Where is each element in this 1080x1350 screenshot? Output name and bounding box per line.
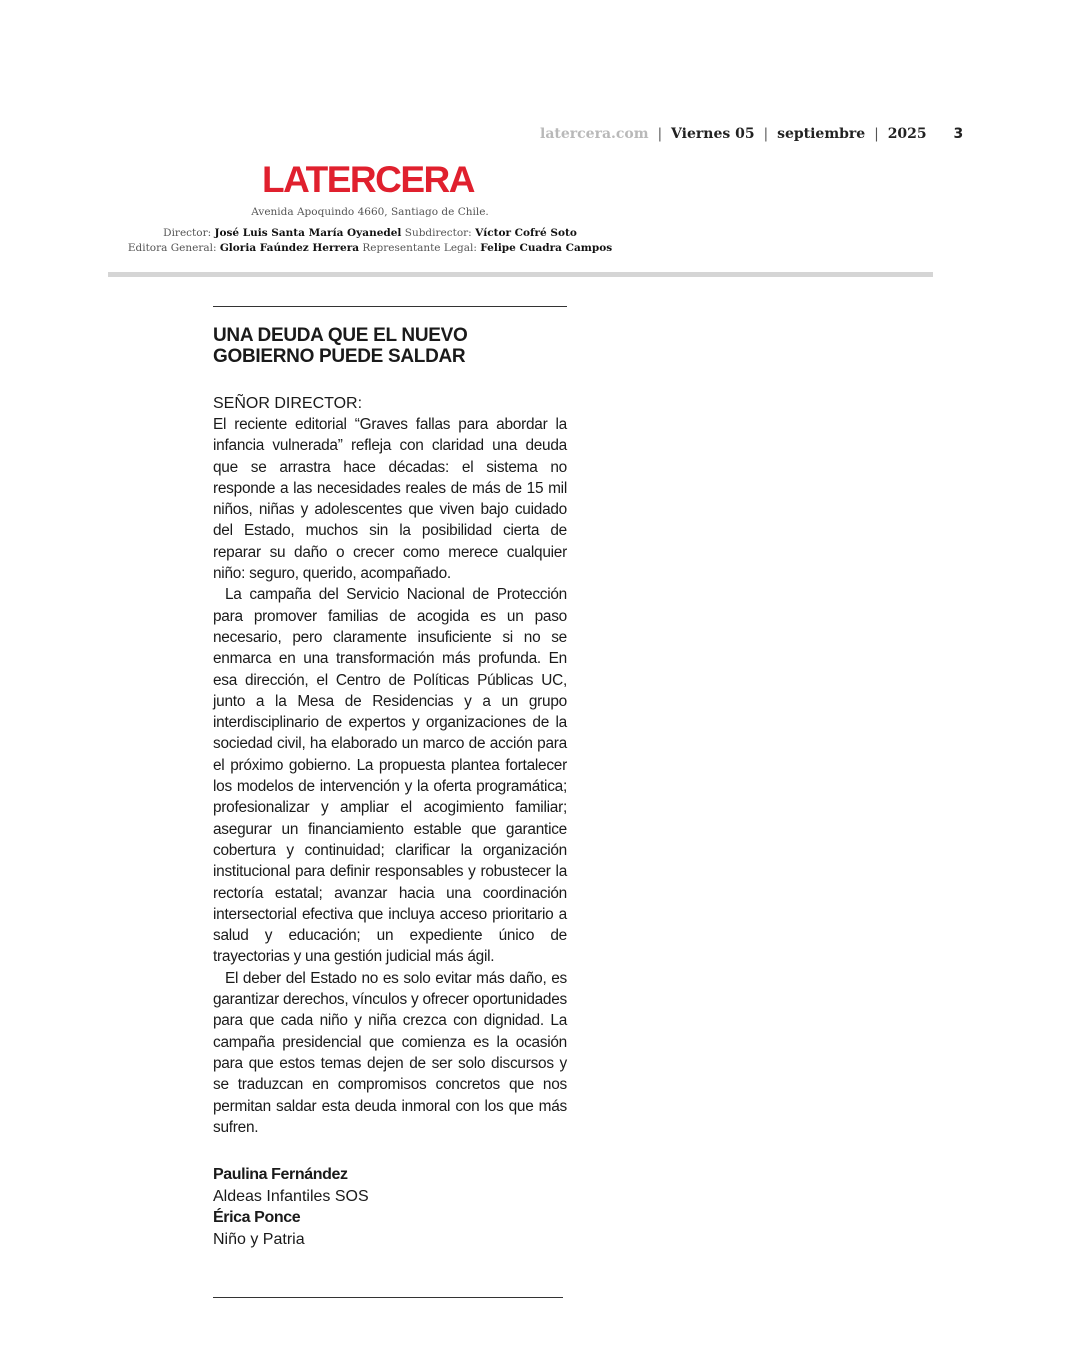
staff-line-1	[120, 226, 620, 241]
editor-name: Gloria Faúndez Herrera	[219, 242, 360, 254]
page-number: 3	[953, 126, 964, 142]
signer-name: Paulina Fernández	[213, 1166, 348, 1184]
paragraph: La campaña del Servicio Nacional de Protección para promover familias de acogida es un paso necesario, pero claramente insuficiente si no se enmarca en una transformación más profunda. En esa dirección, el Centro de Políticas Públicas UC, junto a la Mesa de Residencias y a un grupo interdisciplinario de expertos y organizaciones de la sociedad civil, ha elaborado un marco de acción para el próximo gobierno. La propuesta plantea fortalecer los modelos de intervención y la oferta programática; profesionalizar y ampliar el acogimiento familiar; asegurar un financiamiento estable que garantice cobertura y continuidad; clarificar la organización institucional para definir responsables y robustecer la rectoría estatal; avanzar hacia una coordinación intersectorial efectiva que incluya acceso prioritario a salud y educación; un expediente único de trayectorias y una gestión judicial más ágil.	[213, 586, 567, 966]
salutation: SEÑOR DIRECTOR:	[213, 395, 363, 412]
newspaper-logo: LATERCERA	[262, 159, 474, 200]
site-url: latercera.com	[540, 126, 649, 142]
director-name: José Luis Santa María Oyanedel	[214, 227, 402, 239]
legal-label: Representante Legal:	[362, 242, 477, 254]
paragraph: El deber del Estado no es solo evitar más daño, es garantizar derechos, vínculos y ofrecer oportunidades para que cada niño y niña crezca con dignidad. La campaña presidencial que comienza es la ocasión para que estos temas dejen de ser solo discursos y se traduzcan en compromisos concretos que nos permitan saldar esta deuda inmoral con los que más sufren.	[213, 969, 567, 1136]
page-header	[540, 126, 964, 142]
header-date-day: Viernes 05	[671, 126, 755, 142]
legal-name: Felipe Cuadra Campos	[480, 242, 613, 254]
masthead	[120, 160, 620, 256]
article-body	[213, 414, 567, 1138]
editor-label: Editora General:	[127, 242, 217, 254]
header-date-year: 2025	[887, 126, 927, 142]
separator: |	[657, 126, 663, 142]
staff-line-2	[120, 241, 620, 256]
article-top-rule	[213, 306, 567, 307]
masthead-divider	[108, 272, 933, 277]
paragraph: El reciente editorial “Graves fallas para abordar la infancia vulnerada” refleja con claridad una deuda que se arrastra hace décadas: el sistema no responde a las necesidades reales de más de 15 mil niños, niñas y adolescentes que viven bajo cuidado del Estado, muchos sin la posibilidad cierta de reparar su daño o crecer como merece cualquier niño: seguro, querido, acompañado.	[213, 416, 567, 583]
signer-org: Niño y Patria	[213, 1230, 305, 1248]
letter-article	[213, 306, 567, 1250]
separator: |	[874, 126, 879, 142]
subdirector-label: Subdirector:	[404, 227, 472, 239]
address: Avenida Apoquindo 4660, Santiago de Chile.	[251, 206, 489, 218]
director-label: Director:	[163, 227, 212, 239]
subdirector-name: Víctor Cofré Soto	[475, 227, 577, 239]
header-date-month: septiembre	[777, 126, 866, 142]
signer-name: Érica Ponce	[213, 1209, 301, 1227]
signer-org: Aldeas Infantiles SOS	[213, 1187, 369, 1205]
article-bottom-rule	[213, 1297, 563, 1298]
separator: |	[763, 126, 769, 142]
article-headline: UNA DEUDA QUE EL NUEVO GOBIERNO PUEDE SALDAR	[213, 325, 468, 367]
signatures	[213, 1164, 567, 1250]
